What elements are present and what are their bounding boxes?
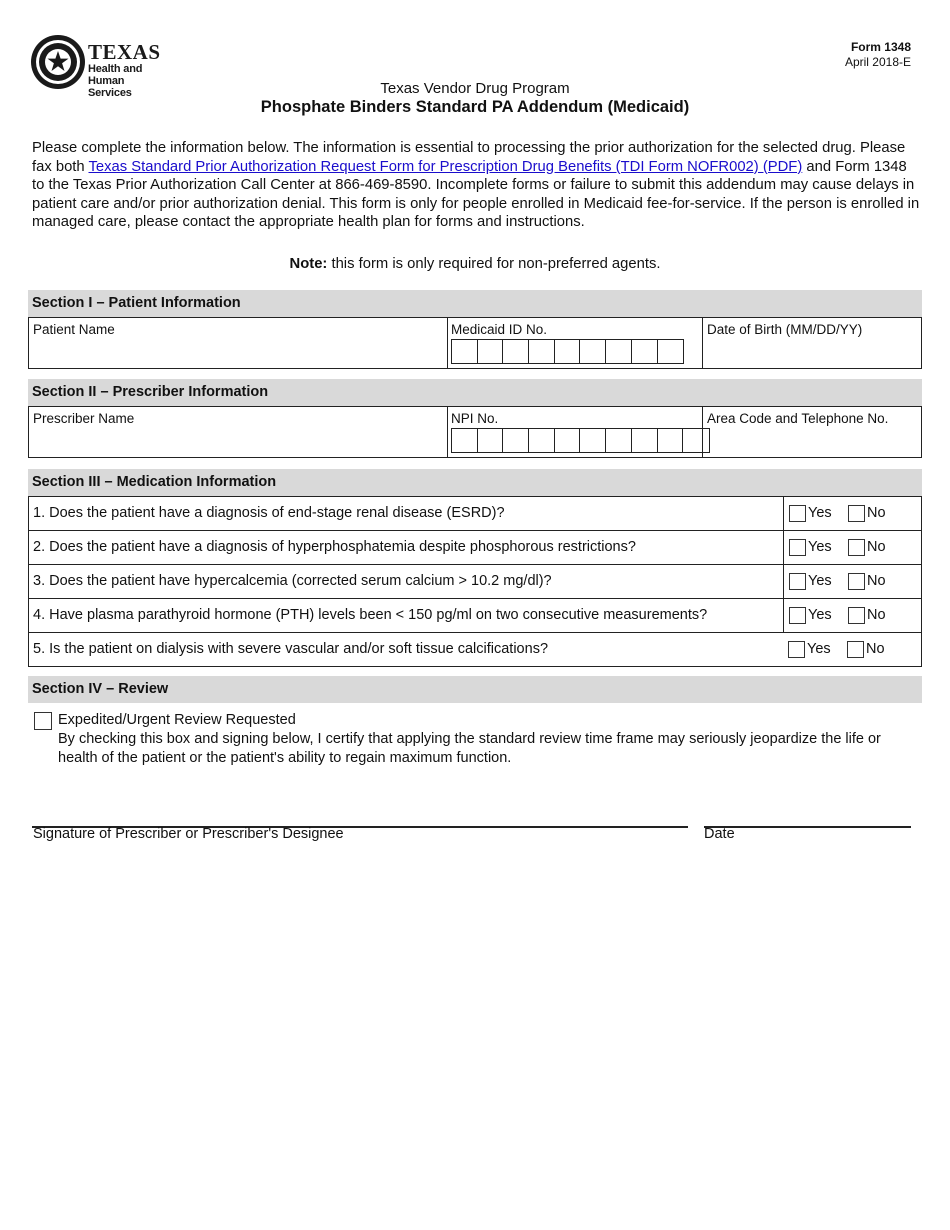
date-label: Date [704, 826, 735, 842]
medicaid-id-digit-box[interactable] [555, 340, 581, 363]
patient-info-row [28, 317, 922, 369]
medicaid-id-digit-box[interactable] [452, 340, 478, 363]
question-text: 3. Does the patient have hypercalcemia (corrected serum calcium > 10.2 mg/dl)? [33, 573, 552, 589]
no-checkbox[interactable] [848, 573, 865, 590]
npi-digit-box[interactable] [478, 429, 504, 452]
npi-field [447, 407, 703, 457]
section-1-header [28, 290, 922, 317]
patient-name-field[interactable] [29, 318, 448, 368]
prescriber-name-label: Prescriber Name [33, 411, 135, 426]
form-number: Form 1348 [850, 40, 911, 54]
dob-label: Date of Birth (MM/DD/YY) [707, 322, 863, 337]
yes-label: Yes [808, 505, 832, 521]
medicaid-id-digit-boxes [451, 339, 684, 364]
no-checkbox[interactable] [848, 505, 865, 522]
medicaid-id-digit-box[interactable] [503, 340, 529, 363]
form-date: April 2018-E [844, 55, 911, 69]
phone-field[interactable] [703, 407, 921, 457]
yes-checkbox[interactable] [789, 607, 806, 624]
question-row [29, 599, 921, 633]
question-text: 5. Is the patient on dialysis with severe vascular and/or soft tissue calcifications? [33, 641, 549, 657]
npi-digit-box[interactable] [555, 429, 581, 452]
intro-paragraph [32, 139, 922, 232]
answer-cell [783, 497, 921, 530]
medicaid-id-digit-box[interactable] [658, 340, 684, 363]
yes-label: Yes [808, 539, 832, 555]
medication-questions-table [28, 496, 922, 667]
intro-text-1: Please complete the information below. The information is essential to processing the prior authorization for the selected drug. Please fax both [32, 140, 906, 175]
medicaid-id-label: Medicaid ID No. [451, 322, 548, 337]
yes-checkbox[interactable] [789, 539, 806, 556]
medicaid-id-digit-box[interactable] [632, 340, 658, 363]
npi-digit-box[interactable] [503, 429, 529, 452]
no-label: No [867, 607, 886, 623]
no-checkbox[interactable] [848, 539, 865, 556]
yes-checkbox[interactable] [788, 641, 805, 658]
logo-agency-line2: Services [88, 87, 132, 99]
logo-agency-line1: Health and Human [88, 63, 143, 87]
section-2-header [28, 379, 922, 406]
npi-digit-box[interactable] [529, 429, 555, 452]
question-row [29, 565, 921, 599]
yes-checkbox[interactable] [789, 505, 806, 522]
expedited-review-checkbox[interactable] [34, 712, 52, 730]
answer-cell [783, 599, 921, 632]
expedited-review-text: By checking this box and signing below, I certify that applying the standard review time frame may seriously jeopardize the life or health of the patient or the patient's ability to regain maximum function. [58, 731, 881, 766]
answer-cell [783, 531, 921, 564]
npi-digit-box[interactable] [606, 429, 632, 452]
no-checkbox[interactable] [848, 607, 865, 624]
logo-texas: TEXAS [88, 40, 161, 64]
answer-cell [783, 565, 921, 598]
prescriber-name-field[interactable] [29, 407, 448, 457]
yes-label: Yes [808, 573, 832, 589]
section-3-title: Section III – Medication Information [32, 474, 277, 490]
expedited-review-label: Expedited/Urgent Review Requested [58, 712, 296, 728]
intro-text-2: and Form 1348 to the Texas Prior Authorization Call Center at 866-469-8590. Incomplete forms or failure to submit this addendum may cause delays in patient care and/or prior authorization denial. This form is only for people enrolled in Medicaid fee-for-service. If the person is enrolled in managed care, please contact the appropriate health plan for forms and instructions. [32, 158, 920, 231]
npi-digit-box[interactable] [658, 429, 684, 452]
tdi-form-link[interactable]: Texas Standard Prior Authorization Request Form for Prescription Drug Benefits (TDI Form NOFR002) (PDF) [88, 158, 803, 175]
no-checkbox[interactable] [847, 641, 864, 658]
yes-checkbox[interactable] [789, 573, 806, 590]
question-row [29, 531, 921, 565]
npi-digit-boxes [451, 428, 710, 453]
medicaid-id-field [447, 318, 703, 368]
program-name: Texas Vendor Drug Program [380, 80, 570, 97]
npi-digit-box[interactable] [452, 429, 478, 452]
npi-digit-box[interactable] [632, 429, 658, 452]
note [0, 256, 950, 272]
medicaid-id-digit-box[interactable] [606, 340, 632, 363]
npi-label: NPI No. [451, 411, 499, 426]
section-3-header [28, 469, 922, 496]
section-4-header [28, 676, 922, 703]
yes-label: Yes [808, 607, 832, 623]
question-row [29, 633, 921, 666]
question-text: 2. Does the patient have a diagnosis of hyperphosphatemia despite phosphorous restrictions? [33, 539, 636, 555]
npi-digit-box[interactable] [580, 429, 606, 452]
date-line[interactable] [704, 826, 911, 828]
no-label: No [867, 539, 886, 555]
medicaid-id-digit-box[interactable] [529, 340, 555, 363]
patient-name-label: Patient Name [33, 322, 115, 337]
phone-label: Area Code and Telephone No. [707, 411, 889, 426]
page-title: Phosphate Binders Standard PA Addendum (Medicaid) [260, 98, 690, 116]
section-2-title: Section II – Prescriber Information [32, 384, 269, 400]
no-label: No [867, 505, 886, 521]
prescriber-info-row [28, 406, 922, 458]
no-label: No [867, 573, 886, 589]
note-text: this form is only required for non-preferred agents. [327, 256, 661, 272]
medicaid-id-digit-box[interactable] [580, 340, 606, 363]
medicaid-id-digit-box[interactable] [478, 340, 504, 363]
section-4-title: Section IV – Review [32, 681, 169, 697]
yes-label: Yes [807, 641, 831, 657]
no-label: No [866, 641, 885, 657]
dob-field[interactable] [703, 318, 921, 368]
question-text: 4. Have plasma parathyroid hormone (PTH) levels been < 150 pg/ml on two consecutive measurements? [33, 607, 708, 623]
question-text: 1. Does the patient have a diagnosis of end-stage renal disease (ESRD)? [33, 505, 505, 521]
section-1-title: Section I – Patient Information [32, 295, 241, 311]
signature-label: Signature of Prescriber or Prescriber's Designee [33, 826, 344, 842]
question-row [29, 497, 921, 531]
answer-cell [783, 633, 921, 666]
note-label: Note: [289, 256, 328, 272]
